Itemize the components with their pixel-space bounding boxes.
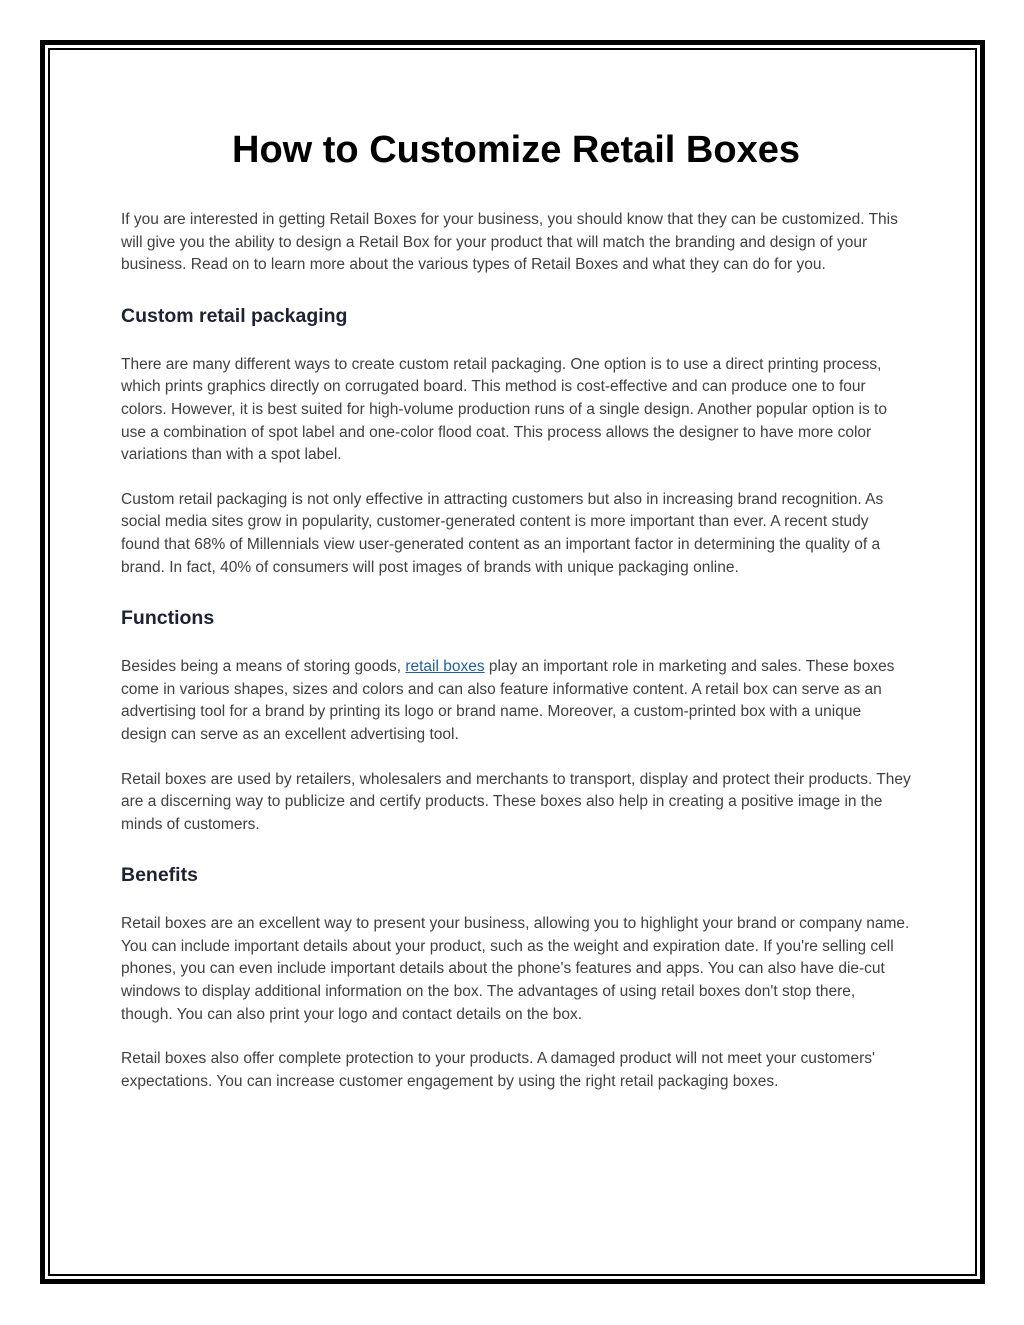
document-body (121, 125, 911, 1093)
functions-paragraph-2: Retail boxes are used by retailers, wholesalers and merchants to transport, display and protect their products. They are a discerning way to publicize and certify products. These boxes also help in creating a positive image in the minds of customers. (121, 770, 911, 833)
section-heading-functions: Functions (121, 607, 215, 630)
functions-paragraph-1-text-end: play an important role in marketing and sales. These boxes come in various shapes, sizes and colors and can also feature informative content. A retail box can serve as an advertising tool for a brand by printing its logo or brand name. Moreover, a custom-printed box with a unique design can serve as an excellent advertising tool. (121, 658, 895, 743)
section-heading-custom-retail-packaging: Custom retail packaging (121, 304, 348, 327)
section-heading-benefits: Benefits (121, 864, 198, 887)
benefits-paragraph-1: Retail boxes are an excellent way to present your business, allowing you to highlight your brand or company name. You can include important details about your product, such as the weight and expiration date. If you're selling cell phones, you can even include important details about the phone's features and apps. You can also have die-cut windows to display additional information on the box. The advantages of using retail boxes don't stop there, though. You can also print your logo and contact details on the box. (121, 915, 910, 1023)
custom-packaging-paragraph-2: Custom retail packaging is not only effective in attracting customers but also in increasing brand recognition. As social media sites grow in popularity, customer-generated content is more important than ever. A recent study found that 68% of Millennials view user-generated content as an important factor in determining the quality of a brand. In fact, 40% of consumers will post images of brands with unique packaging online. (121, 490, 884, 576)
custom-packaging-paragraph-1: There are many different ways to create custom retail packaging. One option is to use a direct printing process, which prints graphics directly on corrugated board. This method is cost-effective and can produce one to four colors. However, it is best suited for high-volume production runs of a single design. Another popular option is to use a combination of spot label and one-color flood coat. This process allows the designer to have more color variations than with a spot label. (121, 355, 887, 464)
functions-paragraph-1 (121, 656, 911, 746)
benefits-paragraph-2: Retail boxes also offer complete protection to your products. A damaged product will not meet your customers' expectations. You can increase customer engagement by using the right retail packaging boxes. (121, 1050, 875, 1090)
retail-boxes-link[interactable]: retail boxes (405, 658, 485, 676)
intro-paragraph: If you are interested in getting Retail Boxes for your business, you should know that they can be customized. This will give you the ability to design a Retail Box for your product that will match the branding and design of your business. Read on to learn more about the various types of Retail Boxes and what they can do for you. (121, 211, 898, 274)
functions-paragraph-1-text-start: Besides being a means of storing goods, (121, 658, 406, 676)
document-title: How to Customize Retail Boxes (232, 129, 800, 171)
